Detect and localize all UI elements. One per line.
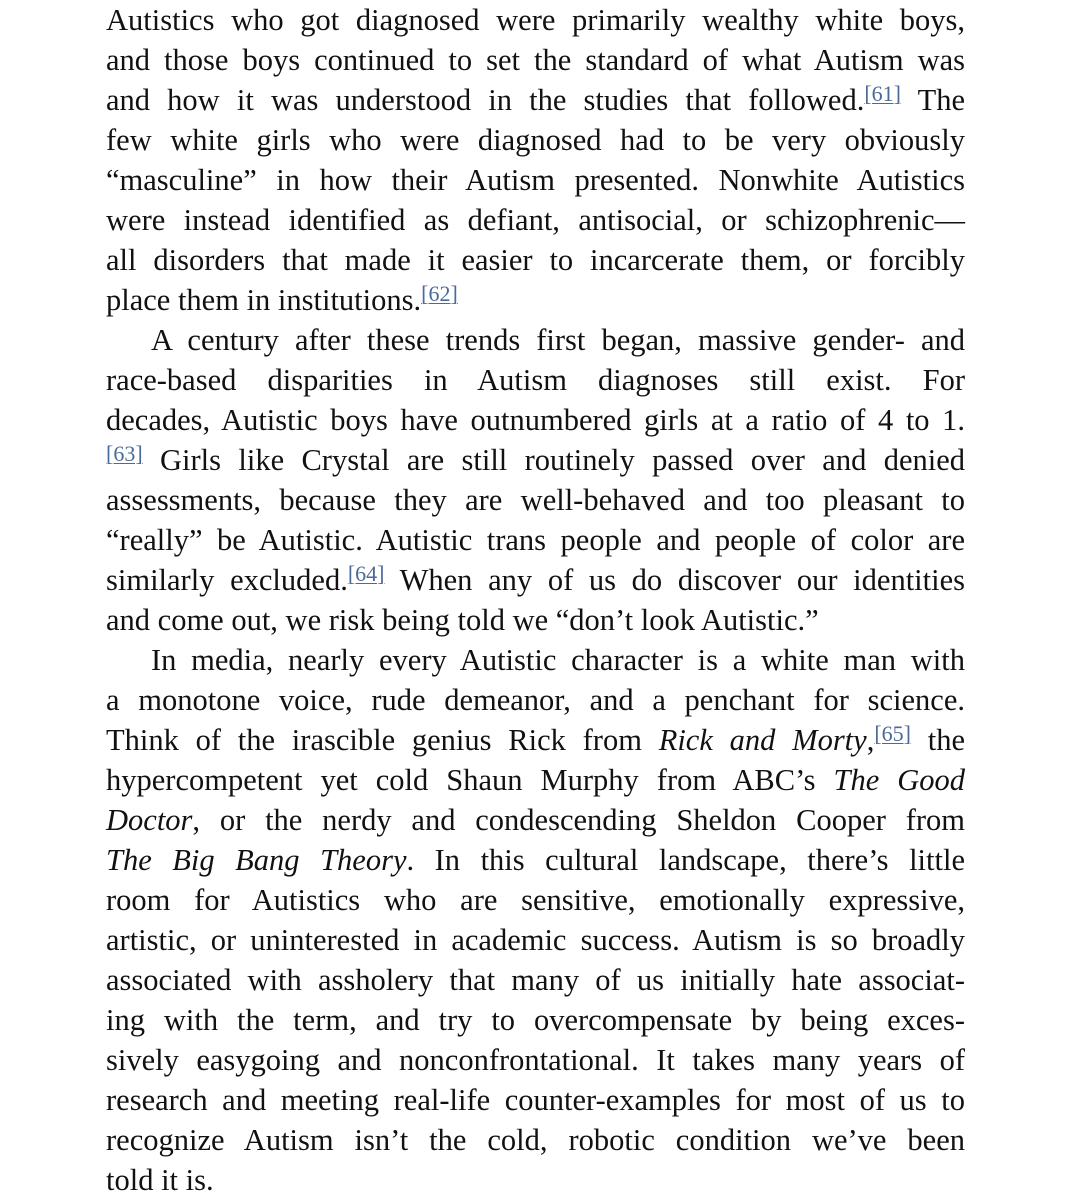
footnote-link-65[interactable]: [65] xyxy=(874,721,911,746)
text-line xyxy=(106,560,965,600)
text-line: artistic, or uninterested in academic success. Autism is so broadly xyxy=(106,923,965,957)
text-segment: Think of the irascible genius Rick from xyxy=(106,723,642,757)
text-line: a monotone voice, rude demeanor, and a penchant for science. xyxy=(106,683,965,717)
footnote-link-61[interactable]: [61] xyxy=(864,81,901,106)
text-segment: and how it was understood in the studies that followed. xyxy=(106,83,865,117)
footnote-link-63[interactable]: [63] xyxy=(106,441,143,466)
paragraph-3 xyxy=(106,640,965,1200)
text-segment: . In this cultural landscape, there’s little xyxy=(406,843,965,877)
text-segment: When any of us do discover our identities xyxy=(399,563,965,597)
paragraph-1 xyxy=(106,0,965,320)
text-line: assessments, because they are well-behaved and too pleasant to xyxy=(106,483,965,517)
text-line: told it is. xyxy=(106,1163,214,1197)
text-line: In media, nearly every Autistic character is a white man with xyxy=(151,643,965,677)
text-line: associated with assholery that many of us initially hate associat- xyxy=(106,963,965,997)
text-segment: similarly excluded. xyxy=(106,563,348,597)
text-segment: , xyxy=(866,723,875,757)
show-title-big-bang-theory: The Big Bang Theory xyxy=(106,843,407,877)
text-line: few white girls who were diagnosed had to be very obviously xyxy=(106,123,965,157)
text-line xyxy=(106,80,965,120)
text-segment: hypercompetent yet cold Shaun Murphy from ABC’s xyxy=(106,763,816,797)
paragraph-2 xyxy=(106,320,965,640)
text-segment: , or the nerdy and condescending Sheldon Cooper from xyxy=(192,803,965,837)
text-line xyxy=(106,840,965,880)
text-line: and come out, we risk being told we “don’t look Autistic.” xyxy=(106,603,819,637)
show-title-the-good-doctor: Doctor xyxy=(106,803,193,837)
text-line: research and meeting real-life counter-examples for most of us to xyxy=(106,1083,965,1117)
text-segment: The xyxy=(917,83,966,117)
text-line: decades, Autistic boys have outnumbered girls at a ratio of 4 to 1. xyxy=(106,403,965,437)
text-segment: Girls like Crystal are still routinely passed over and denied xyxy=(160,443,966,477)
text-line: room for Autistics who are sensitive, emotionally expressive, xyxy=(106,883,965,917)
footnote-link-62[interactable]: [62] xyxy=(421,281,458,306)
book-page xyxy=(106,0,965,1200)
text-line: all disorders that made it easier to incarcerate them, or forcibly xyxy=(106,243,965,277)
text-line: and those boys continued to set the standard of what Autism was xyxy=(106,43,965,77)
text-line: “masculine” in how their Autism presented. Nonwhite Autistics xyxy=(106,163,965,197)
text-line: Autistics who got diagnosed were primarily wealthy white boys, xyxy=(106,3,965,37)
text-line xyxy=(106,760,965,800)
text-line: race-based disparities in Autism diagnoses still exist. For xyxy=(106,363,965,397)
text-line xyxy=(106,440,965,480)
text-line xyxy=(106,720,965,760)
text-line: sively easygoing and nonconfrontational. It takes many years of xyxy=(106,1043,965,1077)
text-line: “really” be Autistic. Autistic trans people and people of color are xyxy=(106,523,965,557)
text-line xyxy=(106,280,965,320)
text-line: ing with the term, and try to overcompensate by being exces- xyxy=(106,1003,965,1037)
text-line: A century after these trends first began, massive gender- and xyxy=(151,323,965,357)
text-segment: place them in institutions. xyxy=(106,283,422,317)
text-line: were instead identified as defiant, antisocial, or schizophrenic— xyxy=(106,203,965,237)
show-title-rick-and-morty: Rick and Morty xyxy=(658,723,867,757)
text-line: recognize Autism isn’t the cold, robotic condition we’ve been xyxy=(106,1123,965,1157)
text-segment: the xyxy=(927,723,966,757)
text-line xyxy=(106,800,965,840)
footnote-link-64[interactable]: [64] xyxy=(347,561,385,586)
show-title-the-good-doctor: The Good xyxy=(833,763,966,797)
